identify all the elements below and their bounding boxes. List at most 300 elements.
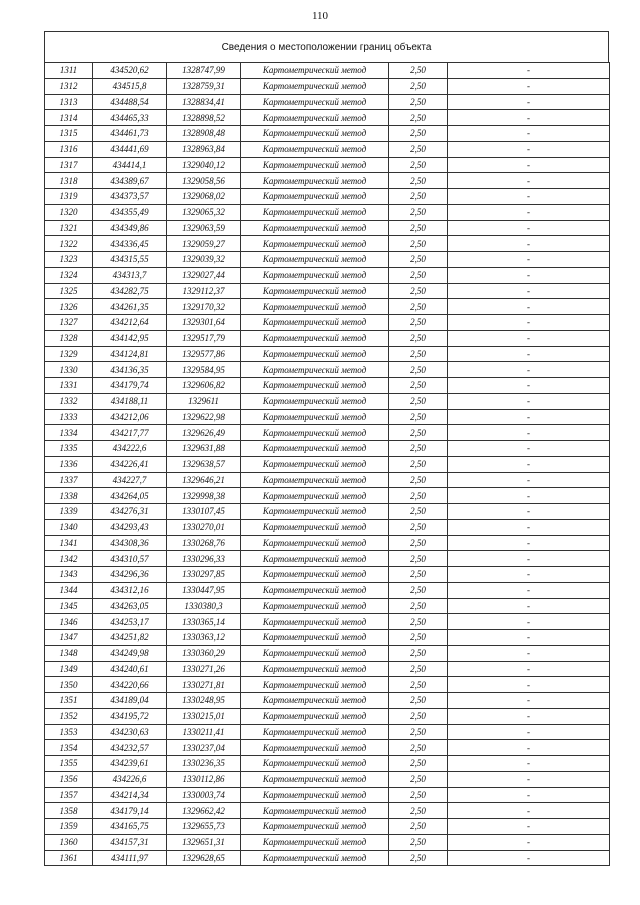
y-coordinate-cell: 1329059,27 [167,236,241,252]
accuracy-cell: 2,50 [389,141,448,157]
y-coordinate-cell: 1328747,99 [167,63,241,79]
description-cell: - [448,315,610,331]
table-row [45,267,610,283]
accuracy-cell: 2,50 [389,378,448,394]
accuracy-cell: 2,50 [389,157,448,173]
y-coordinate-cell: 1330363,12 [167,630,241,646]
y-coordinate-cell: 1330297,85 [167,567,241,583]
point-number-cell: 1335 [45,441,93,457]
accuracy-cell: 2,50 [389,582,448,598]
point-number-cell: 1317 [45,157,93,173]
x-coordinate-cell: 434188,11 [93,393,167,409]
description-cell: - [448,330,610,346]
method-cell: Картометрический метод [241,441,389,457]
point-number-cell: 1342 [45,551,93,567]
accuracy-cell: 2,50 [389,598,448,614]
point-number-cell: 1323 [45,252,93,268]
method-cell: Картометрический метод [241,409,389,425]
y-coordinate-cell: 1330237,04 [167,740,241,756]
point-number-cell: 1344 [45,582,93,598]
description-cell: - [448,488,610,504]
accuracy-cell: 2,50 [389,661,448,677]
x-coordinate-cell: 434414,1 [93,157,167,173]
accuracy-cell: 2,50 [389,645,448,661]
point-number-cell: 1348 [45,645,93,661]
description-cell: - [448,582,610,598]
y-coordinate-cell: 1328759,31 [167,78,241,94]
x-coordinate-cell: 434315,55 [93,252,167,268]
method-cell: Картометрический метод [241,393,389,409]
point-number-cell: 1346 [45,614,93,630]
table-row [45,315,610,331]
description-cell: - [448,661,610,677]
description-cell: - [448,409,610,425]
table-row [45,425,610,441]
point-number-cell: 1321 [45,220,93,236]
point-number-cell: 1325 [45,283,93,299]
method-cell: Картометрический метод [241,535,389,551]
point-number-cell: 1314 [45,110,93,126]
coordinates-table [44,62,610,866]
point-number-cell: 1347 [45,630,93,646]
x-coordinate-cell: 434515,8 [93,78,167,94]
y-coordinate-cell: 1330268,76 [167,535,241,551]
table-row [45,740,610,756]
accuracy-cell: 2,50 [389,567,448,583]
description-cell: - [448,393,610,409]
point-number-cell: 1341 [45,535,93,551]
table-row [45,220,610,236]
point-number-cell: 1322 [45,236,93,252]
table-row [45,173,610,189]
x-coordinate-cell: 434217,77 [93,425,167,441]
accuracy-cell: 2,50 [389,126,448,142]
table-row [45,582,610,598]
point-number-cell: 1332 [45,393,93,409]
description-cell: - [448,126,610,142]
table-row [45,693,610,709]
method-cell: Картометрический метод [241,425,389,441]
accuracy-cell: 2,50 [389,803,448,819]
accuracy-cell: 2,50 [389,346,448,362]
description-cell: - [448,173,610,189]
accuracy-cell: 2,50 [389,834,448,850]
y-coordinate-cell: 1329998,38 [167,488,241,504]
table-row [45,850,610,866]
description-cell: - [448,141,610,157]
description-cell: - [448,756,610,772]
x-coordinate-cell: 434220,66 [93,677,167,693]
x-coordinate-cell: 434261,35 [93,299,167,315]
x-coordinate-cell: 434276,31 [93,504,167,520]
accuracy-cell: 2,50 [389,771,448,787]
y-coordinate-cell: 1330215,01 [167,708,241,724]
accuracy-cell: 2,50 [389,94,448,110]
method-cell: Картометрический метод [241,110,389,126]
x-coordinate-cell: 434239,61 [93,756,167,772]
method-cell: Картометрический метод [241,614,389,630]
y-coordinate-cell: 1328834,41 [167,94,241,110]
x-coordinate-cell: 434441,69 [93,141,167,157]
x-coordinate-cell: 434240,61 [93,661,167,677]
point-number-cell: 1360 [45,834,93,850]
y-coordinate-cell: 1328898,52 [167,110,241,126]
accuracy-cell: 2,50 [389,819,448,835]
table-row [45,362,610,378]
point-number-cell: 1361 [45,850,93,866]
point-number-cell: 1337 [45,472,93,488]
x-coordinate-cell: 434230,63 [93,724,167,740]
table-row [45,724,610,740]
method-cell: Картометрический метод [241,803,389,819]
accuracy-cell: 2,50 [389,472,448,488]
method-cell: Картометрический метод [241,78,389,94]
x-coordinate-cell: 434212,06 [93,409,167,425]
x-coordinate-cell: 434336,45 [93,236,167,252]
description-cell: - [448,693,610,709]
description-cell: - [448,630,610,646]
description-cell: - [448,567,610,583]
table-row [45,157,610,173]
description-cell: - [448,94,610,110]
x-coordinate-cell: 434214,34 [93,787,167,803]
method-cell: Картометрический метод [241,677,389,693]
x-coordinate-cell: 434195,72 [93,708,167,724]
x-coordinate-cell: 434124,81 [93,346,167,362]
point-number-cell: 1320 [45,204,93,220]
x-coordinate-cell: 434293,43 [93,519,167,535]
accuracy-cell: 2,50 [389,283,448,299]
x-coordinate-cell: 434142,95 [93,330,167,346]
y-coordinate-cell: 1328963,84 [167,141,241,157]
accuracy-cell: 2,50 [389,78,448,94]
x-coordinate-cell: 434232,57 [93,740,167,756]
description-cell: - [448,519,610,535]
description-cell: - [448,456,610,472]
method-cell: Картометрический метод [241,283,389,299]
table-row [45,708,610,724]
method-cell: Картометрический метод [241,519,389,535]
y-coordinate-cell: 1330271,26 [167,661,241,677]
y-coordinate-cell: 1329063,59 [167,220,241,236]
accuracy-cell: 2,50 [389,488,448,504]
coordinates-table-body [45,63,610,866]
accuracy-cell: 2,50 [389,267,448,283]
description-cell: - [448,63,610,79]
y-coordinate-cell: 1329646,21 [167,472,241,488]
x-coordinate-cell: 434222,6 [93,441,167,457]
table-row [45,567,610,583]
point-number-cell: 1312 [45,78,93,94]
accuracy-cell: 2,50 [389,393,448,409]
point-number-cell: 1328 [45,330,93,346]
accuracy-cell: 2,50 [389,330,448,346]
point-number-cell: 1315 [45,126,93,142]
table-row [45,819,610,835]
method-cell: Картометрический метод [241,740,389,756]
point-number-cell: 1336 [45,456,93,472]
y-coordinate-cell: 1330271,81 [167,677,241,693]
description-cell: - [448,252,610,268]
x-coordinate-cell: 434465,33 [93,110,167,126]
y-coordinate-cell: 1329170,32 [167,299,241,315]
accuracy-cell: 2,50 [389,551,448,567]
method-cell: Картометрический метод [241,787,389,803]
table-row [45,488,610,504]
y-coordinate-cell: 1330360,29 [167,645,241,661]
x-coordinate-cell: 434296,36 [93,567,167,583]
x-coordinate-cell: 434136,35 [93,362,167,378]
x-coordinate-cell: 434253,17 [93,614,167,630]
point-number-cell: 1356 [45,771,93,787]
description-cell: - [448,157,610,173]
y-coordinate-cell: 1330365,14 [167,614,241,630]
point-number-cell: 1352 [45,708,93,724]
y-coordinate-cell: 1329631,88 [167,441,241,457]
description-cell: - [448,362,610,378]
point-number-cell: 1349 [45,661,93,677]
x-coordinate-cell: 434179,14 [93,803,167,819]
method-cell: Картометрический метод [241,771,389,787]
point-number-cell: 1345 [45,598,93,614]
method-cell: Картометрический метод [241,630,389,646]
table-row [45,393,610,409]
x-coordinate-cell: 434226,41 [93,456,167,472]
point-number-cell: 1355 [45,756,93,772]
y-coordinate-cell: 1330296,33 [167,551,241,567]
accuracy-cell: 2,50 [389,693,448,709]
table-row [45,787,610,803]
x-coordinate-cell: 434313,7 [93,267,167,283]
accuracy-cell: 2,50 [389,299,448,315]
accuracy-cell: 2,50 [389,173,448,189]
point-number-cell: 1331 [45,378,93,394]
table-row [45,409,610,425]
table-row [45,834,610,850]
point-number-cell: 1358 [45,803,93,819]
x-coordinate-cell: 434189,04 [93,693,167,709]
accuracy-cell: 2,50 [389,630,448,646]
description-cell: - [448,110,610,126]
method-cell: Картометрический метод [241,598,389,614]
x-coordinate-cell: 434263,05 [93,598,167,614]
table-row [45,456,610,472]
point-number-cell: 1313 [45,94,93,110]
description-cell: - [448,551,610,567]
description-cell: - [448,614,610,630]
accuracy-cell: 2,50 [389,614,448,630]
method-cell: Картометрический метод [241,126,389,142]
method-cell: Картометрический метод [241,346,389,362]
x-coordinate-cell: 434165,75 [93,819,167,835]
y-coordinate-cell: 1329577,86 [167,346,241,362]
y-coordinate-cell: 1329065,32 [167,204,241,220]
accuracy-cell: 2,50 [389,708,448,724]
y-coordinate-cell: 1329058,56 [167,173,241,189]
accuracy-cell: 2,50 [389,236,448,252]
y-coordinate-cell: 1330211,41 [167,724,241,740]
table-row [45,771,610,787]
accuracy-cell: 2,50 [389,519,448,535]
y-coordinate-cell: 1328908,48 [167,126,241,142]
method-cell: Картометрический метод [241,157,389,173]
x-coordinate-cell: 434312,16 [93,582,167,598]
table-row [45,677,610,693]
x-coordinate-cell: 434461,73 [93,126,167,142]
description-cell: - [448,346,610,362]
table-row [45,252,610,268]
x-coordinate-cell: 434226,6 [93,771,167,787]
accuracy-cell: 2,50 [389,787,448,803]
table-row [45,756,610,772]
point-number-cell: 1339 [45,504,93,520]
point-number-cell: 1353 [45,724,93,740]
accuracy-cell: 2,50 [389,425,448,441]
description-cell: - [448,267,610,283]
table-row [45,551,610,567]
point-number-cell: 1318 [45,173,93,189]
x-coordinate-cell: 434355,49 [93,204,167,220]
y-coordinate-cell: 1330003,74 [167,787,241,803]
y-coordinate-cell: 1329638,57 [167,456,241,472]
method-cell: Картометрический метод [241,472,389,488]
table-row [45,204,610,220]
accuracy-cell: 2,50 [389,850,448,866]
description-cell: - [448,787,610,803]
method-cell: Картометрический метод [241,267,389,283]
table-row [45,299,610,315]
y-coordinate-cell: 1329040,12 [167,157,241,173]
method-cell: Картометрический метод [241,567,389,583]
x-coordinate-cell: 434227,7 [93,472,167,488]
x-coordinate-cell: 434157,31 [93,834,167,850]
x-coordinate-cell: 434251,82 [93,630,167,646]
description-cell: - [448,645,610,661]
y-coordinate-cell: 1329611 [167,393,241,409]
x-coordinate-cell: 434349,86 [93,220,167,236]
point-number-cell: 1359 [45,819,93,835]
point-number-cell: 1311 [45,63,93,79]
point-number-cell: 1340 [45,519,93,535]
x-coordinate-cell: 434488,54 [93,94,167,110]
accuracy-cell: 2,50 [389,756,448,772]
method-cell: Картометрический метод [241,252,389,268]
accuracy-cell: 2,50 [389,740,448,756]
x-coordinate-cell: 434179,74 [93,378,167,394]
description-cell: - [448,220,610,236]
method-cell: Картометрический метод [241,220,389,236]
x-coordinate-cell: 434212,64 [93,315,167,331]
method-cell: Картометрический метод [241,189,389,205]
point-number-cell: 1326 [45,299,93,315]
accuracy-cell: 2,50 [389,315,448,331]
x-coordinate-cell: 434264,05 [93,488,167,504]
description-cell: - [448,535,610,551]
boundary-table-sheet [44,31,609,866]
y-coordinate-cell: 1330380,3 [167,598,241,614]
method-cell: Картометрический метод [241,756,389,772]
description-cell: - [448,803,610,819]
method-cell: Картометрический метод [241,330,389,346]
method-cell: Картометрический метод [241,582,389,598]
method-cell: Картометрический метод [241,661,389,677]
accuracy-cell: 2,50 [389,535,448,551]
accuracy-cell: 2,50 [389,110,448,126]
description-cell: - [448,425,610,441]
table-row [45,110,610,126]
method-cell: Картометрический метод [241,708,389,724]
page-number: 110 [311,10,329,22]
table-row [45,126,610,142]
description-cell: - [448,504,610,520]
method-cell: Картометрический метод [241,645,389,661]
table-row [45,519,610,535]
description-cell: - [448,771,610,787]
y-coordinate-cell: 1329517,79 [167,330,241,346]
point-number-cell: 1350 [45,677,93,693]
accuracy-cell: 2,50 [389,441,448,457]
method-cell: Картометрический метод [241,94,389,110]
y-coordinate-cell: 1329039,32 [167,252,241,268]
accuracy-cell: 2,50 [389,456,448,472]
method-cell: Картометрический метод [241,315,389,331]
point-number-cell: 1324 [45,267,93,283]
description-cell: - [448,740,610,756]
y-coordinate-cell: 1329655,73 [167,819,241,835]
table-row [45,535,610,551]
method-cell: Картометрический метод [241,456,389,472]
y-coordinate-cell: 1329651,31 [167,834,241,850]
method-cell: Картометрический метод [241,504,389,520]
description-cell: - [448,724,610,740]
table-row [45,189,610,205]
x-coordinate-cell: 434111,97 [93,850,167,866]
x-coordinate-cell: 434308,36 [93,535,167,551]
method-cell: Картометрический метод [241,850,389,866]
table-row [45,141,610,157]
method-cell: Картометрический метод [241,693,389,709]
accuracy-cell: 2,50 [389,220,448,236]
table-row [45,346,610,362]
method-cell: Картометрический метод [241,204,389,220]
y-coordinate-cell: 1329068,02 [167,189,241,205]
table-row [45,472,610,488]
y-coordinate-cell: 1329301,64 [167,315,241,331]
method-cell: Картометрический метод [241,834,389,850]
table-row [45,598,610,614]
y-coordinate-cell: 1329626,49 [167,425,241,441]
description-cell: - [448,598,610,614]
description-cell: - [448,236,610,252]
y-coordinate-cell: 1330236,35 [167,756,241,772]
table-row [45,441,610,457]
accuracy-cell: 2,50 [389,504,448,520]
method-cell: Картометрический метод [241,819,389,835]
method-cell: Картометрический метод [241,299,389,315]
table-row [45,504,610,520]
description-cell: - [448,299,610,315]
y-coordinate-cell: 1330107,45 [167,504,241,520]
description-cell: - [448,834,610,850]
method-cell: Картометрический метод [241,362,389,378]
table-row [45,661,610,677]
accuracy-cell: 2,50 [389,677,448,693]
point-number-cell: 1330 [45,362,93,378]
x-coordinate-cell: 434249,98 [93,645,167,661]
point-number-cell: 1329 [45,346,93,362]
point-number-cell: 1351 [45,693,93,709]
description-cell: - [448,378,610,394]
